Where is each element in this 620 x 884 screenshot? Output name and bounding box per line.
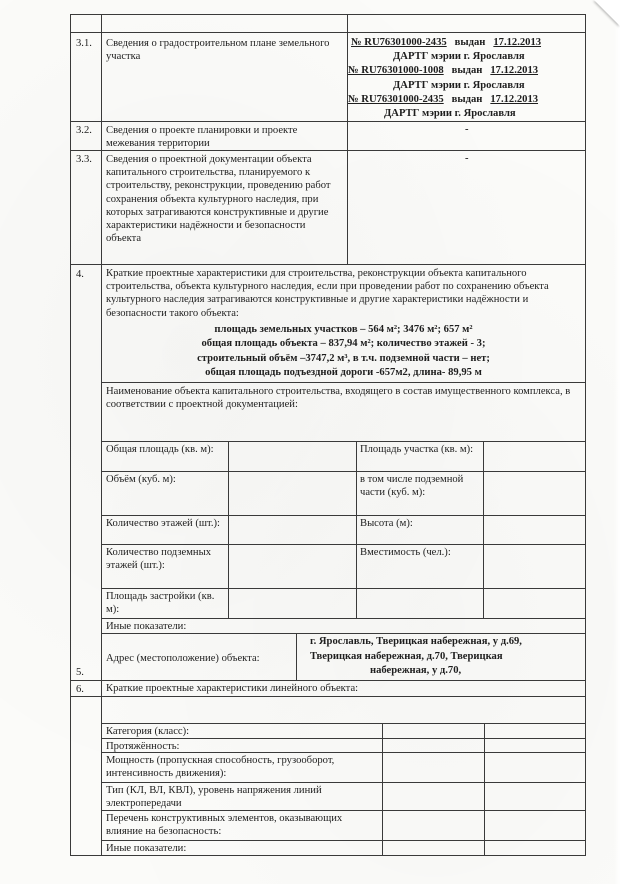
row-number: 4. <box>76 269 84 280</box>
length-label: Протяжённость: <box>106 741 180 752</box>
gpzu-label: Сведения о градостроительном плане земельного участка <box>106 38 330 63</box>
planning-project-label: Сведения о проекте планировки и проекте межевания территории <box>106 125 298 150</box>
table-border <box>101 544 586 545</box>
table-border <box>101 14 102 856</box>
summary-line: общая площадь подъездной дороги -657м2, длина- 89,95 м <box>205 367 482 378</box>
table-border <box>483 441 484 618</box>
table-border <box>296 633 297 680</box>
underground-floors-label: Количество подземных этажей (шт.): <box>106 547 212 572</box>
project-docs-label: Сведения о проектной документации объекта капитального строительства, планируемого к строительству, реконструкции, проведению работ сохранения объекта культурного наследия, при которых затрагиваются конструктивные и другие характеристики надёжности и безопасности объекта <box>106 154 331 245</box>
address-line: набережная, у д.70, <box>370 665 462 676</box>
table-border <box>70 14 586 15</box>
table-border <box>101 723 586 724</box>
table-border <box>101 382 586 383</box>
table-border <box>70 14 71 856</box>
characteristics-title: Краткие проектные характеристики для строительства, реконструкции объекта капитального строительства, объекта культурного наследия, если при проведении работ по сохранению объекта культурного наследия затрагиваются конструктивные и другие характеристики надёжности и безопасности такого объекта: <box>106 268 549 319</box>
height-label: Высота (м): <box>360 518 413 529</box>
gpzu-authority: ДАРТГ мэрии г. Ярославля <box>384 108 516 119</box>
summary-line: строительный объём –3747,2 м³, в т.ч. подземной части – нет; <box>197 353 490 364</box>
structural-elements-label: Перечень конструктивных элементов, оказывающих влияние на безопасность: <box>106 813 343 838</box>
row-number: 5. <box>76 667 84 678</box>
other-linear-label: Иные показатели: <box>106 843 187 854</box>
composition-label: Наименование объекта капитального строительства, входящего в состав имущественного комплекса, в соответствии с проектной документацией: <box>106 386 571 411</box>
summary-line: общая площадь объекта – 837,94 м²; количество этажей - 3; <box>201 338 486 349</box>
address-line: г. Ярославль, Тверицкая набережная, у д.69, <box>310 636 522 647</box>
table-border <box>228 441 229 618</box>
planning-project-value: - <box>465 124 469 135</box>
power-line-type-label: Тип (КЛ, ВЛ, КВЛ), уровень напряжения линий электропередачи <box>106 785 322 810</box>
underground-volume-label: в том числе подземной части (куб. м): <box>360 474 464 499</box>
table-border <box>356 441 357 618</box>
table-border <box>585 14 586 856</box>
table-border <box>70 32 586 33</box>
table-border <box>101 588 586 589</box>
table-border <box>484 723 485 855</box>
address-label: Адрес (местоположение) объекта: <box>106 653 260 664</box>
category-label: Категория (класс): <box>106 726 190 737</box>
table-border <box>101 618 586 619</box>
site-area-label: Площадь участка (кв. м): <box>360 444 474 455</box>
total-area-label: Общая площадь (кв. м): <box>106 444 214 455</box>
built-area-label: Площадь застройки (кв. м): <box>106 591 215 616</box>
gpzu-authority: ДАРТГ мэрии г. Ярославля <box>393 80 525 91</box>
table-border <box>101 471 586 472</box>
table-border <box>347 14 348 264</box>
row-number: 3.2. <box>76 125 92 136</box>
gpzu-number: № RU76301000-2435 выдан 17.12.2013 <box>351 37 542 48</box>
table-border <box>101 782 586 783</box>
folded-corner <box>594 0 620 26</box>
capacity-linear-label: Мощность (пропускная способность, грузооборот, интенсивность движения): <box>106 755 335 780</box>
gpzu-authority: ДАРТГ мэрии г. Ярославля <box>393 51 525 62</box>
table-border <box>101 840 586 841</box>
table-border <box>70 121 586 122</box>
linear-object-title: Краткие проектные характеристики линейного объекта: <box>106 683 359 694</box>
table-border <box>101 441 586 442</box>
project-docs-value: - <box>465 153 469 164</box>
table-border <box>382 723 383 855</box>
gpzu-number: № RU76301000-1008 выдан 17.12.2013 <box>348 65 539 76</box>
capacity-label: Вместимость (чел.): <box>360 547 451 558</box>
address-line: Тверицкая набережная, д.70, Тверицкая <box>310 651 503 662</box>
scan-edge <box>614 0 620 884</box>
table-border <box>101 515 586 516</box>
floors-label: Количество этажей (шт.): <box>106 518 220 529</box>
table-border <box>70 696 586 697</box>
other-indicators-label: Иные показатели: <box>106 621 187 632</box>
row-number: 6. <box>76 684 84 695</box>
gpzu-number: № RU76301000-2435 выдан 17.12.2013 <box>348 94 539 105</box>
volume-label: Объём (куб. м): <box>106 474 176 485</box>
row-number: 3.3. <box>76 154 92 165</box>
summary-line: площадь земельных участков – 564 м²; 3476 м²; 657 м² <box>214 324 473 335</box>
row-number: 3.1. <box>76 38 92 49</box>
table-border <box>70 264 586 265</box>
table-border <box>70 680 586 681</box>
